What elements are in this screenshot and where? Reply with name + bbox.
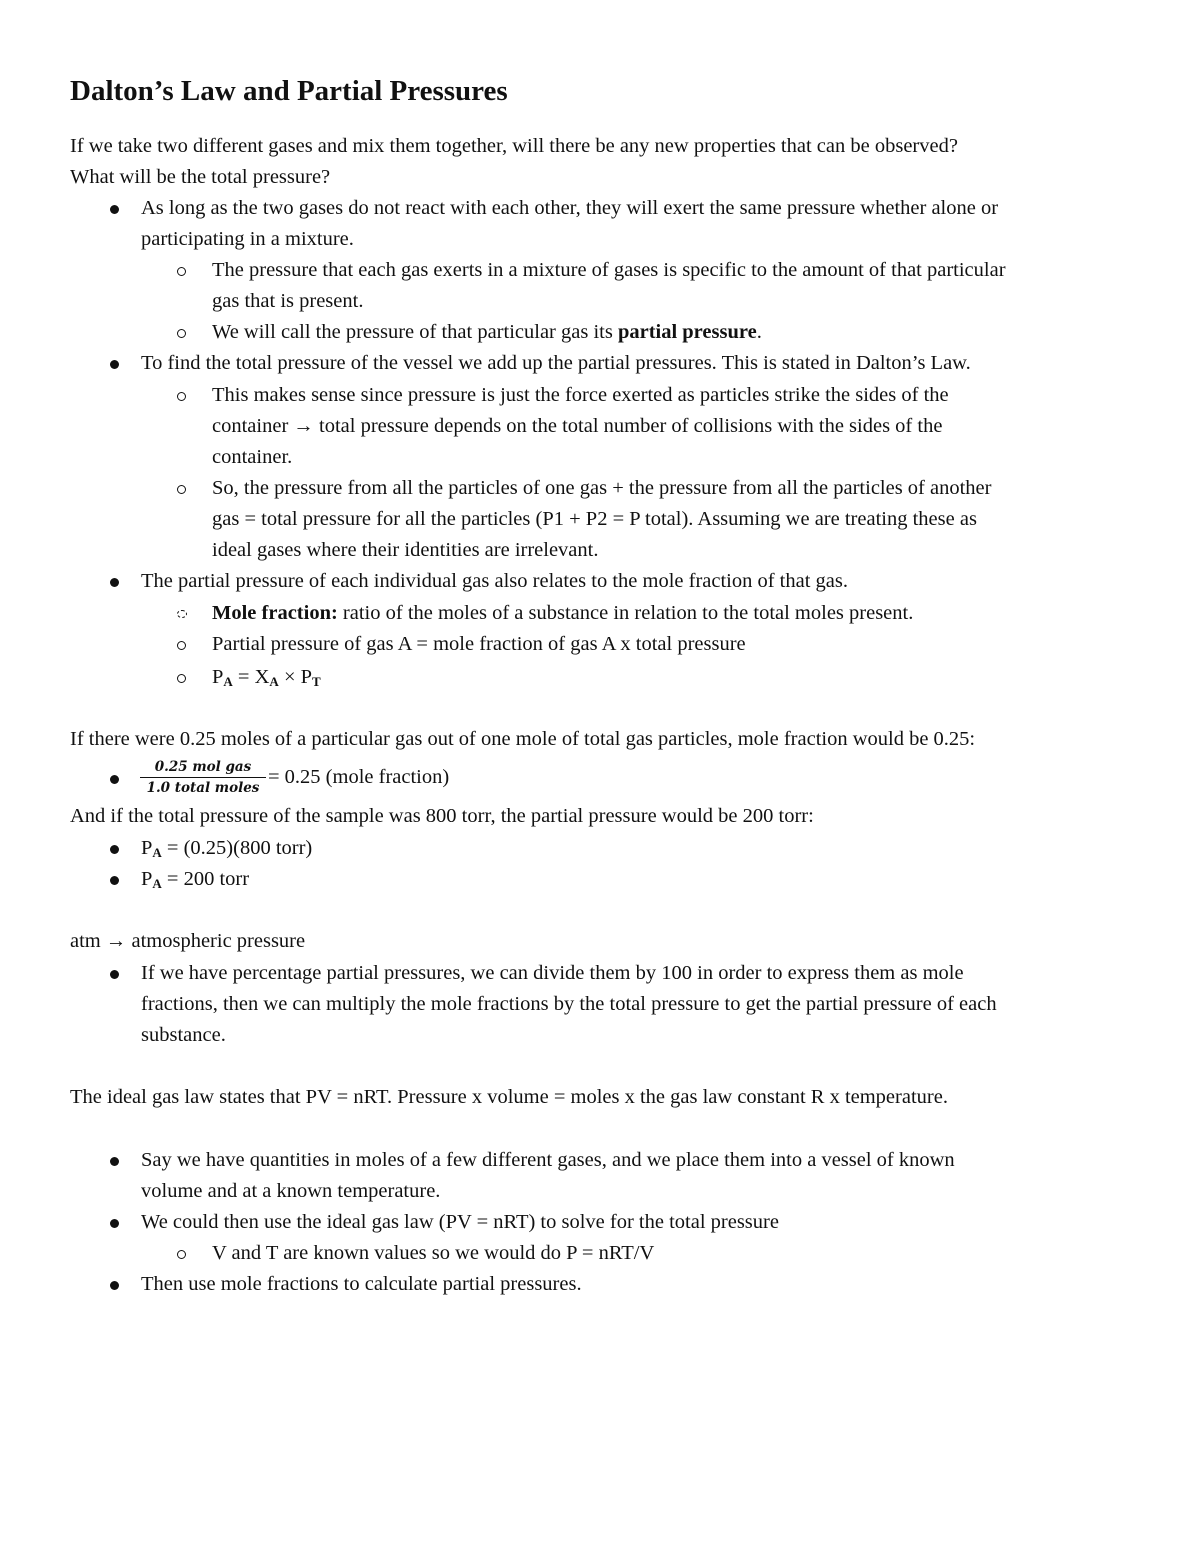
bullet-2-sub-1-line-3: container.: [212, 446, 293, 468]
bullet-icon: [110, 970, 119, 979]
bullet-1-line-2: participating in a mixture.: [141, 228, 354, 250]
ideal-bullet-2-line-1: We could then use the ideal gas law (PV = nRT) to solve for the total pressure: [141, 1211, 779, 1233]
formula-symbol: P: [141, 868, 153, 890]
document-title: Dalton’s Law and Partial Pressures: [70, 75, 508, 107]
equation-1: [141, 833, 312, 864]
ideal-bullet-2-sub-1: V and T are known values so we would do P = nRT/V: [212, 1242, 655, 1264]
bullet-3-sub-1: [212, 598, 913, 629]
ideal-bullet-1-line-1: Say we have quantities in moles of a few different gases, and we place them into a vessel of known: [141, 1149, 955, 1171]
bullet-3-line-1: The partial pressure of each individual gas also relates to the mole fraction of that gas.: [141, 570, 848, 592]
bullet-1-line-1: As long as the two gases do not react with each other, they will exert the same pressure whether alone or: [141, 197, 999, 219]
bullet-2-sub-2-line-1: So, the pressure from all the particles of one gas + the pressure from all the particles of another: [212, 477, 992, 499]
fraction-bar: [140, 777, 266, 778]
bullet-icon: [110, 845, 119, 854]
mole-fraction-term: Mole fraction:: [212, 602, 338, 624]
bullet-2-sub-1-line-2: container → total pressure depends on the total number of collisions with the sides of the: [212, 415, 943, 437]
atm-bullet-line-3: substance.: [141, 1024, 226, 1046]
formula-rest: = 200 torr: [161, 868, 250, 890]
formula-subscript: A: [152, 845, 162, 860]
fraction-result: = 0.25 (mole fraction): [268, 766, 450, 788]
bullet-2-sub-2-line-3: ideal gases where their identities are irrelevant.: [212, 539, 599, 561]
bullet-1-sub-1-line-1: The pressure that each gas exerts in a mixture of gases is specific to the amount of that particular: [212, 259, 1006, 281]
mole-fraction-definition: ratio of the moles of a substance in relation to the total moles present.: [337, 602, 914, 624]
sub-bullet-icon: [177, 641, 186, 650]
bullet-2-sub-2-line-2: gas = total pressure for all the particles (P1 + P2 = P total). Assuming we are treating these as: [212, 508, 977, 530]
bullet-1-sub-2-end: .: [756, 321, 762, 343]
bullet-icon: [110, 1157, 119, 1166]
bullet-2-line-1: To find the total pressure of the vessel we add up the partial pressures. This is stated in Dalton’s Law.: [141, 352, 971, 374]
example-line: If there were 0.25 moles of a particular gas out of one mole of total gas particles, mole fraction would be 0.25:: [70, 728, 976, 750]
sub-bullet-icon: [177, 329, 186, 338]
atm-bullet-line-1: If we have percentage partial pressures, we can divide them by 100 in order to express them as mole: [141, 962, 964, 984]
ideal-bullet-1-line-2: volume and at a known temperature.: [141, 1180, 441, 1202]
formula-subscript: A: [152, 876, 162, 891]
formula-subscript: A: [269, 674, 279, 689]
formula-symbol: = X: [232, 666, 270, 688]
sub-bullet-icon: [177, 267, 186, 276]
formula-symbol: P: [141, 837, 153, 859]
bullet-3-sub-2: Partial pressure of gas A = mole fraction of gas A x total pressure: [212, 633, 746, 655]
bullet-icon: [110, 205, 119, 214]
bullet-1-sub-2-text: We will call the pressure of that particular gas its: [212, 321, 618, 343]
intro-line-1: If we take two different gases and mix them together, will there be any new properties that can be observed?: [70, 135, 958, 157]
bullet-icon: [110, 1219, 119, 1228]
mole-fraction-equation: [140, 758, 266, 798]
sub-bullet-icon: [177, 610, 187, 618]
sub-bullet-icon: [177, 1250, 186, 1259]
sub-bullet-icon: [177, 485, 186, 494]
bullet-icon: [110, 360, 119, 369]
bullet-1-sub-1-line-2: gas that is present.: [212, 290, 364, 312]
formula-symbol: × P: [278, 666, 313, 688]
bullet-1-sub-2: [212, 317, 762, 348]
bullet-icon: [110, 1281, 119, 1290]
fraction-numerator: 0.25 mol gas: [154, 759, 252, 775]
bullet-icon: [110, 876, 119, 885]
equation-2: [141, 864, 249, 895]
atm-line: atm → atmospheric pressure: [70, 930, 306, 952]
formula-subscript: A: [223, 674, 233, 689]
example-line-2: And if the total pressure of the sample was 800 torr, the partial pressure would be 200 torr:: [70, 805, 814, 827]
sub-bullet-icon: [177, 674, 186, 683]
formula-symbol: P: [212, 666, 224, 688]
fraction-denominator: 1.0 total moles: [146, 780, 260, 796]
formula-subscript: T: [312, 674, 321, 689]
intro-line-2: What will be the total pressure?: [70, 166, 331, 188]
ideal-gas-line: The ideal gas law states that PV = nRT. Pressure x volume = moles x the gas law constant R x temperature.: [70, 1086, 948, 1108]
partial-pressure-formula: [212, 662, 321, 693]
bullet-icon: [110, 775, 119, 784]
bullet-2-sub-1-line-1: This makes sense since pressure is just the force exerted as particles strike the sides of the: [212, 384, 949, 406]
partial-pressure-term: partial pressure: [617, 321, 757, 343]
ideal-bullet-3: Then use mole fractions to calculate partial pressures.: [141, 1273, 582, 1295]
formula-rest: = (0.25)(800 torr): [161, 837, 313, 859]
sub-bullet-icon: [177, 392, 186, 401]
atm-bullet-line-2: fractions, then we can multiply the mole fractions by the total pressure to get the partial pressure of each: [141, 993, 997, 1015]
bullet-icon: [110, 578, 119, 587]
